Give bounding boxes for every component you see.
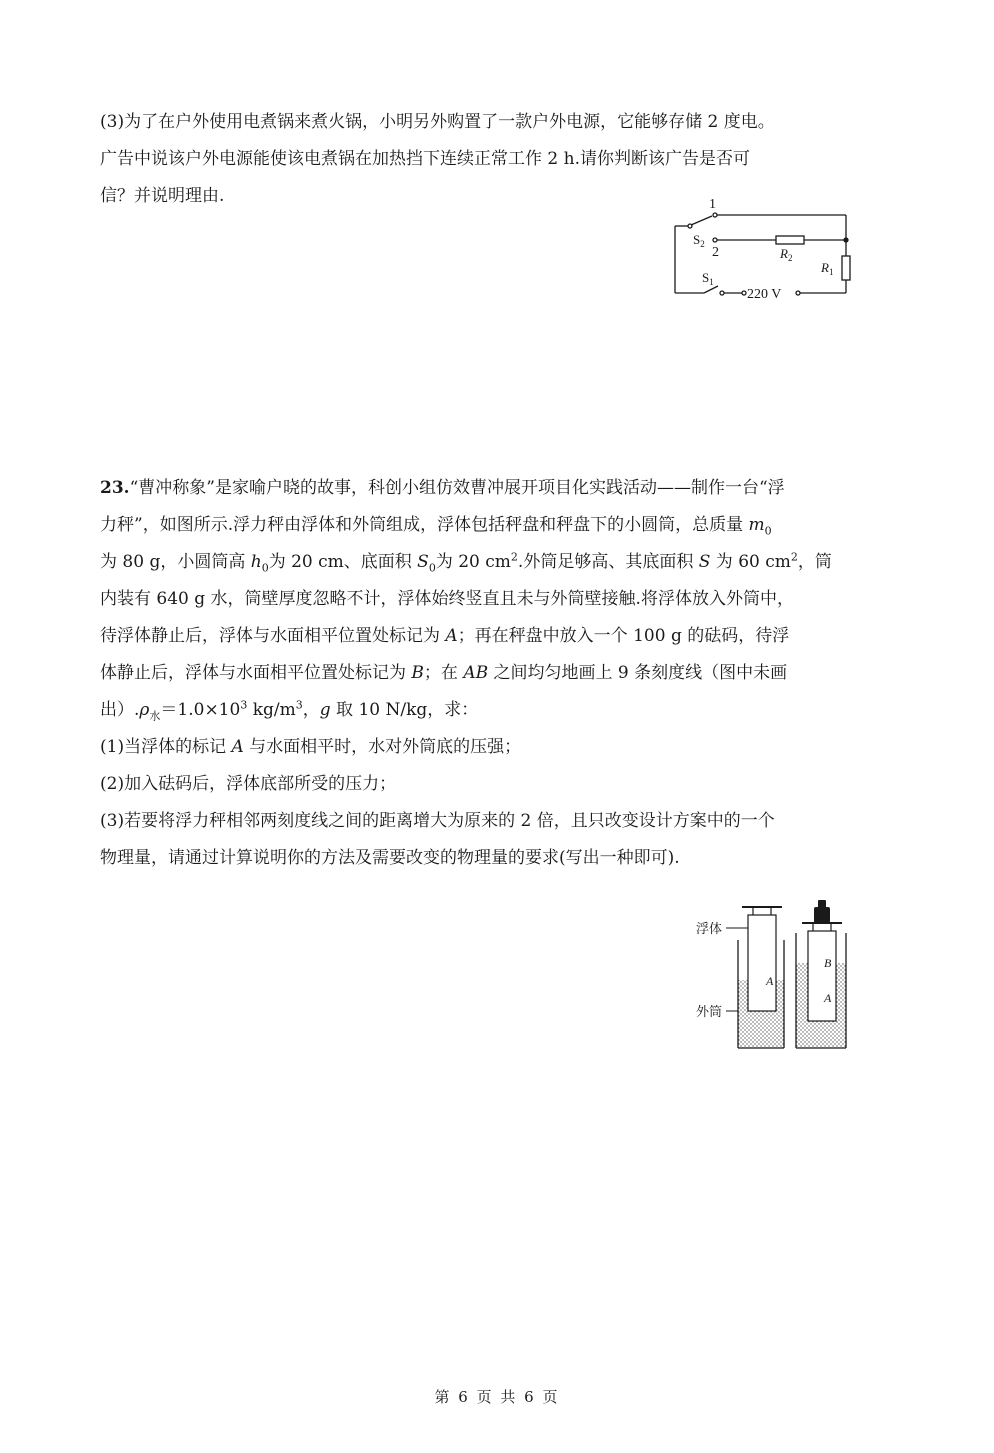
circuit-s1-label: $S_1$ bbox=[702, 270, 714, 287]
circuit-pos1-label: 1 bbox=[709, 197, 716, 212]
circuit-r2-label: $R_2$ bbox=[780, 246, 793, 263]
circuit-r1-label: $R_1$ bbox=[821, 260, 834, 277]
mark-a-right: A bbox=[824, 991, 832, 1005]
q23-line3: 为 80 g，小圆筒高 $h_0$为 20 cm、底面积 $S_0$为 20 $cm^2$.外筒足够高、其底面积 S 为 60 $cm^2$，筒 bbox=[100, 550, 832, 575]
q23-part1: (1)当浮体的标记 A 与水面相平时，水对外筒底的压强； bbox=[100, 737, 522, 757]
mark-a-left: A bbox=[766, 974, 774, 988]
q22-part3-line2: 广告中说该户外电源能使该电煮锅在加热挡下连续正常工作 2 h.请你判断该广告是否可 bbox=[100, 149, 750, 169]
q23-part2: (2)加入砝码后，浮体底部所受的压力； bbox=[100, 774, 397, 794]
q22-part3-line1: (3)为了在户外使用电煮锅来煮火锅，小明另外购置了一款户外电源，它能够存储 2 度电。 bbox=[100, 112, 775, 132]
outer-cylinder-label: 外筒 bbox=[696, 1004, 723, 1019]
q23-line4: 内装有 640 g 水，筒壁厚度忽略不计，浮体始终竖直且未与外筒壁接触.将浮体放入外筒中， bbox=[100, 589, 794, 609]
q23-line2: 力秤”，如图所示.浮力秤由浮体和外筒组成，浮体包括秤盘和秤盘下的小圆筒，总质量 $m_0$ bbox=[100, 515, 772, 538]
q23 bbox=[100, 470, 860, 877]
float-scale-diagram bbox=[690, 895, 860, 1055]
q23-part3-line1: (3)若要将浮力秤相邻两刻度线之间的距离增大为原来的 2 倍，且只改变设计方案中的一个 bbox=[100, 811, 775, 831]
circuit-s2-label: $S_2$ bbox=[693, 232, 705, 249]
circuit-voltage-label: 220 V bbox=[747, 287, 782, 302]
circuit-diagram bbox=[660, 190, 860, 310]
q23-part3-line2: 物理量，请通过计算说明你的方法及需要改变的物理量的要求(写出一种即可). bbox=[100, 848, 680, 868]
q23-line7: 出）$.\rho_水=1.0\times 10^3$ $kg/m^3$，g 取 10 N/kg，求： bbox=[100, 698, 479, 723]
q22-part3-line3: 信？并说明理由. bbox=[100, 186, 225, 206]
q23-line5: 待浮体静止后，浮体与水面相平位置处标记为 A；再在秤盘中放入一个 100 g 的砝码，待浮 bbox=[100, 626, 790, 646]
circuit-pos2-label: 2 bbox=[712, 245, 719, 260]
q23-line1: 23.“曹冲称象”是家喻户晓的故事，科创小组仿效曹冲展开项目化实践活动——制作一台“浮 bbox=[100, 478, 785, 498]
page-footer: 第 6 页 共 6 页 bbox=[434, 1388, 560, 1406]
q23-line6: 体静止后，浮体与水面相平位置处标记为 B；在 AB 之间均匀地画上 9 条刻度线（图中未画 bbox=[100, 663, 788, 683]
float-body-label: 浮体 bbox=[696, 921, 723, 936]
mark-b-right: B bbox=[824, 956, 832, 970]
